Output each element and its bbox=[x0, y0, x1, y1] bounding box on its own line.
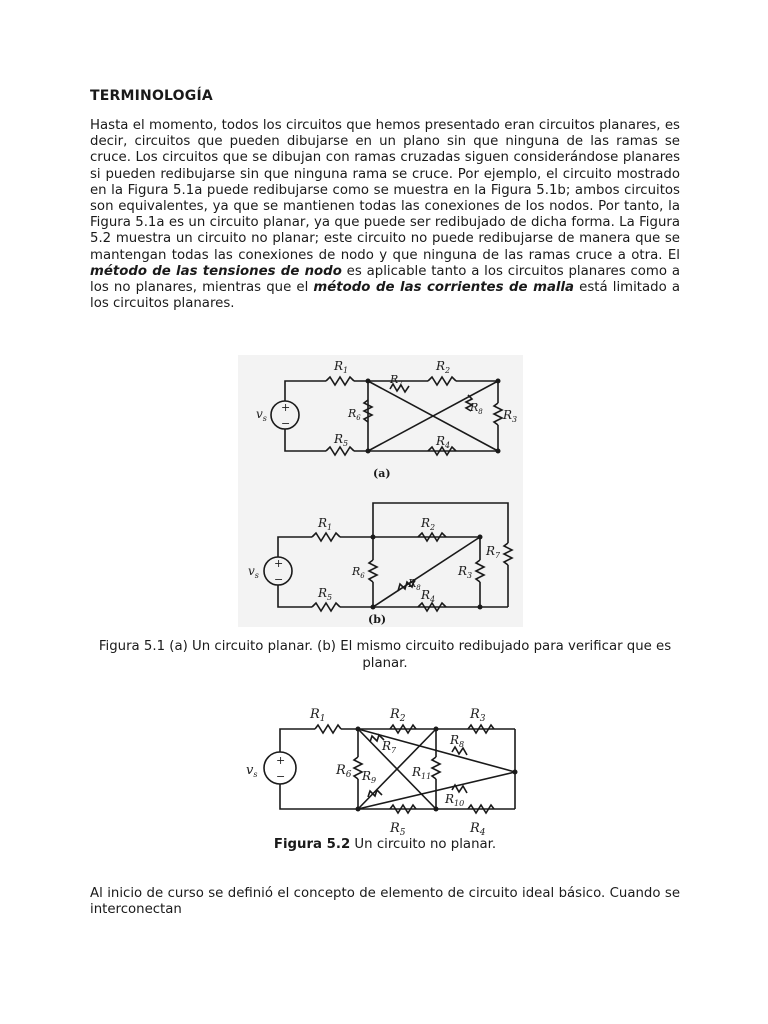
label-r7: $R_7$ bbox=[382, 739, 397, 755]
mesh-current-method-term: método de las corrientes de malla bbox=[313, 280, 575, 296]
label-r7: $R_7$ bbox=[486, 544, 501, 560]
source-label: $v_s$ bbox=[256, 407, 267, 423]
label-r5: $R_5$ bbox=[390, 821, 406, 837]
figure-5-2-caption-text: Un circuito no planar. bbox=[350, 837, 497, 852]
label-r2: $R_2$ bbox=[436, 359, 451, 375]
figure-label-a: (a) bbox=[373, 467, 391, 480]
label-r8: $R_8$ bbox=[450, 733, 465, 749]
intro-text-1: Hasta el momento, todos los circuitos que hemos presentado eran circuitos planares, es decir, circuitos que pueden dibujarse en un plano sin que ninguna de las ramas se cruce. Los circuitos que se dibujan con ramas cruzadas siguen considerándose planares si pueden redibujarse sin que ninguna rama se cruce. Por ejemplo, el circuito mostrado en la Figura 5.1a puede redibujarse como se muestra en la Figura 5.1b; ambos circuitos son equivalentes, ya que se mantienen todas las conexiones de los nodos. Por tanto, la Figura 5.1a es un circuito planar, ya que puede ser redibujado de dicha forma. La Figura 5.2 muestra un circuito no planar; este circuito no puede redibujarse de manera que se mantengan todas las conexiones de nodo y que ninguna de las ramas cruce a otra. El bbox=[90, 118, 680, 263]
figure-5-1 bbox=[238, 355, 523, 627]
source-label: $v_s$ bbox=[248, 564, 259, 580]
label-r1: $R_1$ bbox=[318, 516, 333, 532]
label-r4: $R_4$ bbox=[421, 588, 436, 604]
label-r6: $R_6$ bbox=[336, 763, 352, 780]
label-r5: $R_5$ bbox=[318, 586, 333, 602]
label-r4: $R_4$ bbox=[470, 821, 486, 837]
label-r9: $R_9$ bbox=[362, 769, 377, 785]
closing-paragraph: Al inicio de curso se definió el concepto de elemento de circuito ideal básico. Cuando se interconectan bbox=[90, 886, 680, 918]
label-r1: $R_1$ bbox=[310, 707, 326, 724]
label-r6: $R_6$ bbox=[352, 565, 365, 580]
figure-label-b: (b) bbox=[368, 613, 387, 626]
label-r1: $R_1$ bbox=[334, 359, 349, 375]
label-r3: $R_3$ bbox=[503, 408, 518, 424]
label-r8: $R_8$ bbox=[408, 577, 421, 592]
label-r8: $R_8$ bbox=[470, 401, 483, 416]
label-r3: $R_3$ bbox=[470, 707, 486, 724]
label-r6: $R_6$ bbox=[348, 407, 361, 422]
label-r5: $R_5$ bbox=[334, 432, 349, 448]
intro-paragraph bbox=[90, 118, 680, 312]
intro-text-2: es aplicable tanto a los circuitos planares como a los no planares, mientras que el bbox=[90, 263, 680, 296]
svg-text:−: − bbox=[274, 573, 284, 586]
label-r7: $R_7$ bbox=[390, 373, 403, 388]
source-label: $v_s$ bbox=[246, 763, 258, 779]
figure-5-2-caption-label: Figura 5.2 bbox=[273, 837, 351, 852]
plus-sign: + bbox=[281, 401, 291, 414]
figure-5-1-caption: Figura 5.1 (a) Un circuito planar. (b) El mismo circuito redibujado para verificar que es planar. bbox=[98, 639, 672, 671]
label-r4: $R_4$ bbox=[436, 434, 451, 450]
svg-text:+: + bbox=[276, 754, 286, 767]
minus-sign: − bbox=[281, 417, 291, 430]
node-voltage-method-term: método de las tensiones de nodo bbox=[90, 263, 342, 279]
section-heading: TERMINOLOGÍA bbox=[90, 88, 213, 104]
figure-5-2-caption bbox=[90, 837, 680, 854]
document-body bbox=[90, 88, 680, 312]
label-r10: $R_{10}$ bbox=[445, 792, 465, 808]
svg-text:−: − bbox=[276, 770, 286, 783]
label-r2: $R_2$ bbox=[421, 516, 436, 532]
figure-5-2 bbox=[240, 702, 520, 837]
label-r3: $R_3$ bbox=[458, 564, 473, 580]
label-r11: $R_{11}$ bbox=[412, 765, 432, 781]
svg-text:+: + bbox=[274, 557, 284, 570]
label-r2: $R_2$ bbox=[390, 707, 406, 724]
intro-text-3: está limitado a los circuitos planares. bbox=[90, 280, 681, 312]
